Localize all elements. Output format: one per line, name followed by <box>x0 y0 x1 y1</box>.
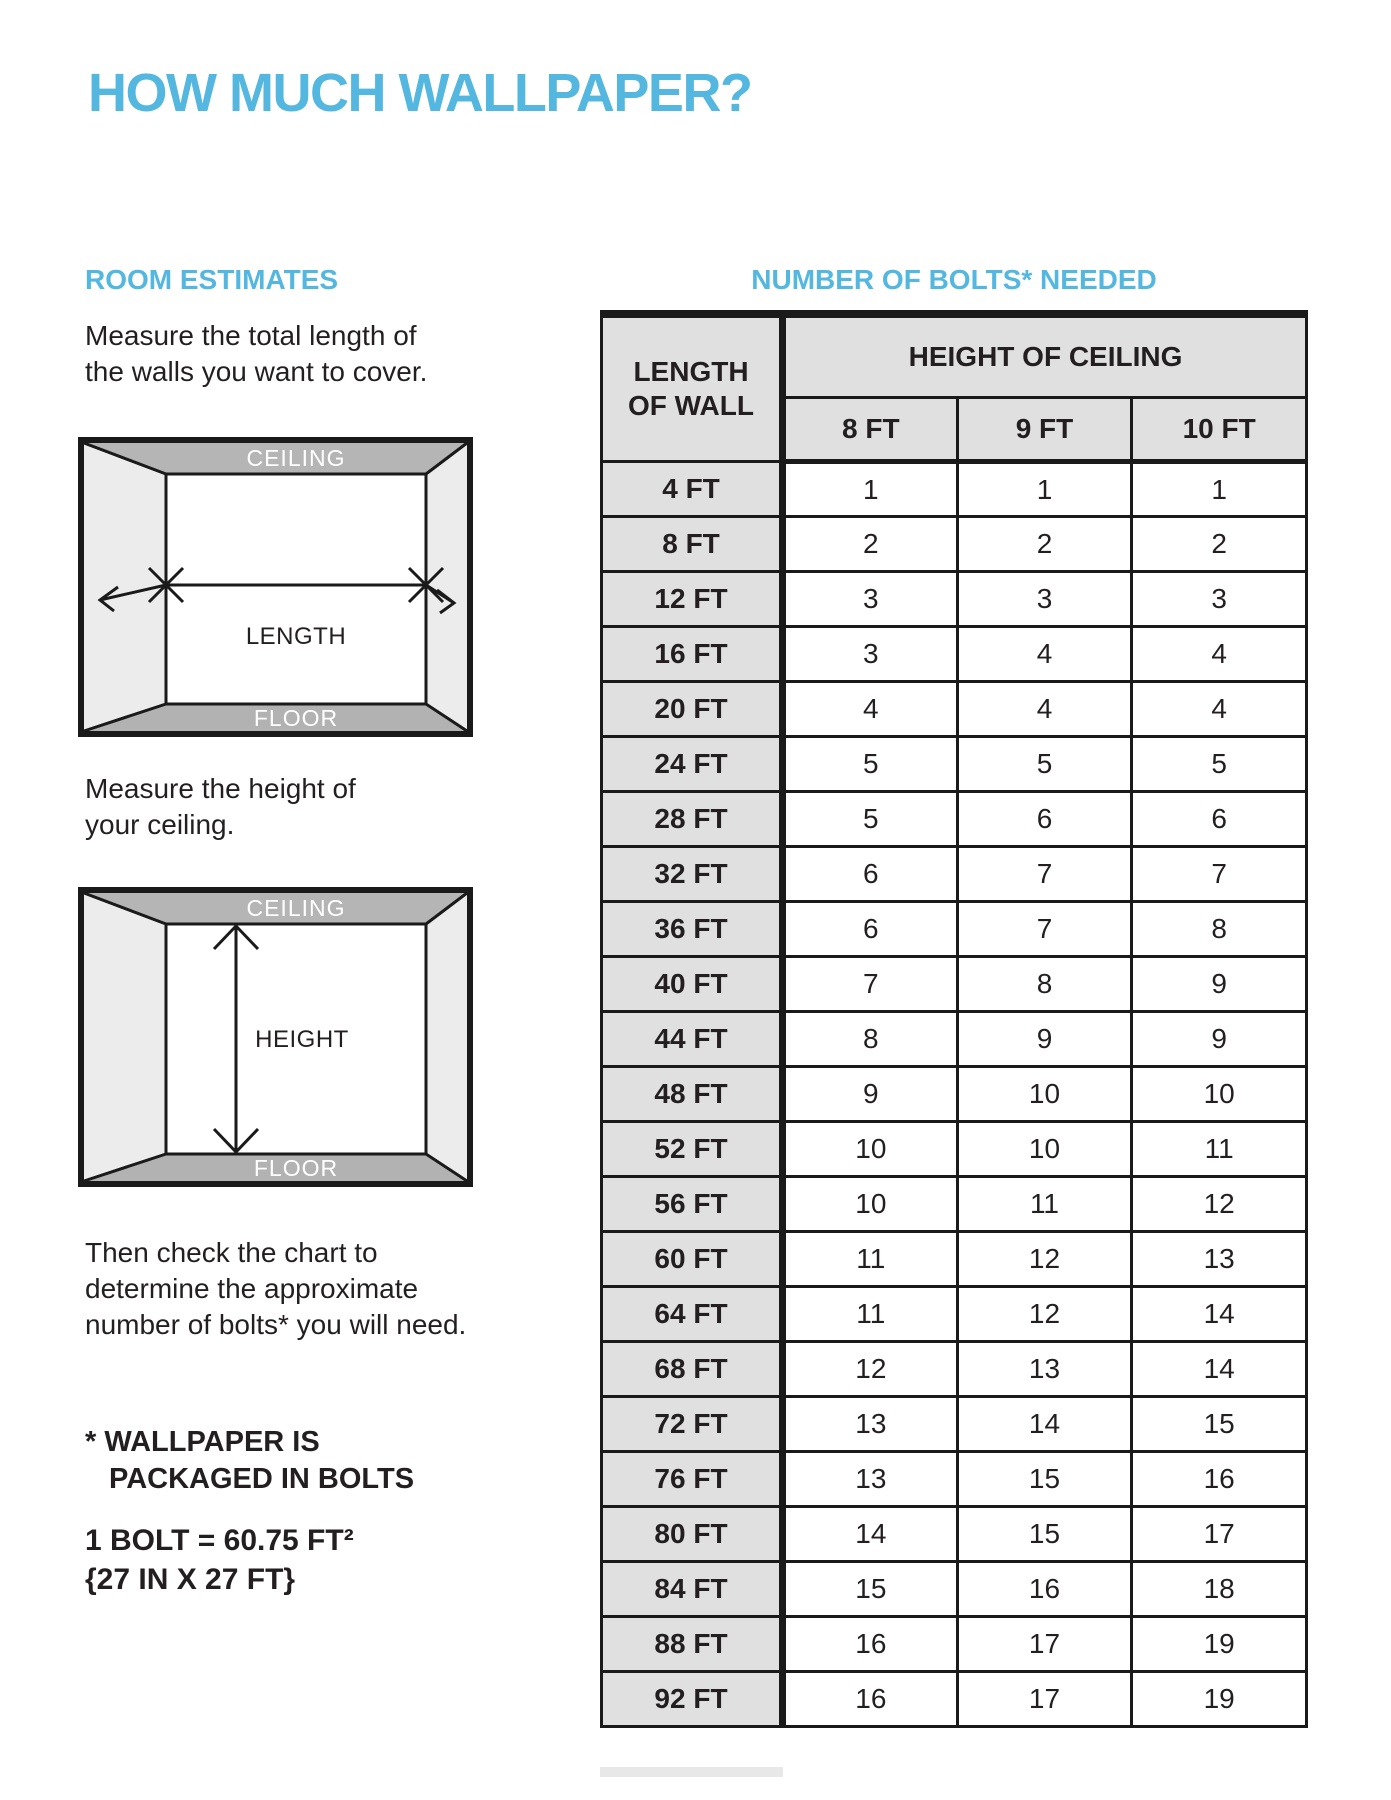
wallpaper-bolts-footnote <box>85 1424 414 1498</box>
bolt-count-cell: 4 <box>1132 682 1307 737</box>
bolt-count-cell: 11 <box>783 1287 958 1342</box>
bolt-size-line: {27 IN X 27 FT} <box>85 1563 296 1596</box>
bolts-table-body <box>602 462 1307 1727</box>
bolt-count-cell: 14 <box>957 1397 1132 1452</box>
column-header-8ft: 8 FT <box>783 398 958 462</box>
ceiling-label: CEILING <box>246 895 346 921</box>
instruction-line: Measure the height of <box>85 773 356 804</box>
wall-length-cell: 4 FT <box>602 462 783 517</box>
height-of-ceiling-header: HEIGHT OF CEILING <box>783 314 1307 398</box>
wall-length-cell: 40 FT <box>602 957 783 1012</box>
table-row <box>602 1287 1307 1342</box>
wall-length-cell: 32 FT <box>602 847 783 902</box>
wall-length-cell: 8 FT <box>602 517 783 572</box>
table-row <box>602 627 1307 682</box>
table-row <box>602 1562 1307 1617</box>
wall-length-cell: 64 FT <box>602 1287 783 1342</box>
bolt-count-cell: 17 <box>957 1617 1132 1672</box>
table-row <box>602 1012 1307 1067</box>
length-of-wall-header <box>602 314 783 462</box>
wall-length-cell: 52 FT <box>602 1122 783 1177</box>
bolt-count-cell: 12 <box>783 1342 958 1397</box>
bolt-count-cell: 4 <box>783 682 958 737</box>
wall-length-cell: 72 FT <box>602 1397 783 1452</box>
bolt-count-cell: 10 <box>957 1122 1132 1177</box>
table-row <box>602 737 1307 792</box>
bolt-count-cell: 16 <box>783 1672 958 1727</box>
bolt-count-cell: 12 <box>957 1287 1132 1342</box>
bolt-count-cell: 13 <box>957 1342 1132 1397</box>
instruction-check-chart <box>85 1235 466 1343</box>
table-row <box>602 1672 1307 1727</box>
table-row <box>602 462 1307 517</box>
bolt-count-cell: 13 <box>783 1452 958 1507</box>
bolt-count-cell: 3 <box>957 572 1132 627</box>
room-length-diagram <box>78 437 473 737</box>
back-wall <box>166 474 426 704</box>
bolt-count-cell: 15 <box>957 1452 1132 1507</box>
length-of-wall-line: LENGTH <box>633 356 749 387</box>
table-row <box>602 902 1307 957</box>
table-row <box>602 1507 1307 1562</box>
table-row <box>602 1342 1307 1397</box>
bolt-count-cell: 5 <box>1132 737 1307 792</box>
bolt-count-cell: 9 <box>957 1012 1132 1067</box>
bolt-size-info <box>85 1521 354 1599</box>
footnote-line: PACKAGED IN BOLTS <box>109 1463 415 1495</box>
wall-length-cell: 80 FT <box>602 1507 783 1562</box>
ceiling-label: CEILING <box>246 445 346 471</box>
wall-length-cell: 36 FT <box>602 902 783 957</box>
bolt-count-cell: 9 <box>783 1067 958 1122</box>
bolt-count-cell: 11 <box>783 1232 958 1287</box>
bolt-count-cell: 4 <box>957 682 1132 737</box>
bolts-needed-table <box>600 310 1308 1728</box>
bolt-count-cell: 4 <box>957 627 1132 682</box>
column-header-9ft: 9 FT <box>957 398 1132 462</box>
instruction-line: Measure the total length of <box>85 320 417 351</box>
table-row <box>602 1617 1307 1672</box>
bolt-count-cell: 1 <box>1132 462 1307 517</box>
floor-label: FLOOR <box>253 705 339 731</box>
bolt-count-cell: 14 <box>783 1507 958 1562</box>
bolt-count-cell: 19 <box>1132 1672 1307 1727</box>
instruction-measure-length <box>85 318 427 390</box>
wall-length-cell: 92 FT <box>602 1672 783 1727</box>
right-wall-face <box>426 893 467 1181</box>
wall-length-cell: 88 FT <box>602 1617 783 1672</box>
footnote-line: * WALLPAPER IS <box>85 1426 320 1458</box>
table-row <box>602 1452 1307 1507</box>
number-of-bolts-heading: NUMBER OF BOLTS* NEEDED <box>751 264 1157 295</box>
bolt-count-cell: 16 <box>783 1617 958 1672</box>
bolt-count-cell: 13 <box>783 1397 958 1452</box>
bolt-count-cell: 6 <box>957 792 1132 847</box>
bolt-count-cell: 9 <box>1132 957 1307 1012</box>
bolt-size-line: 1 BOLT = 60.75 FT² <box>85 1524 354 1557</box>
bolt-count-cell: 4 <box>1132 627 1307 682</box>
bolt-count-cell: 7 <box>957 902 1132 957</box>
bolt-count-cell: 14 <box>1132 1287 1307 1342</box>
table-row <box>602 1122 1307 1177</box>
bolt-count-cell: 6 <box>783 847 958 902</box>
wall-length-cell: 76 FT <box>602 1452 783 1507</box>
bolt-count-cell: 7 <box>783 957 958 1012</box>
wall-length-cell: 24 FT <box>602 737 783 792</box>
wall-length-cell: 16 FT <box>602 627 783 682</box>
table-row <box>602 1177 1307 1232</box>
instruction-line: the walls you want to cover. <box>85 356 428 387</box>
height-label: HEIGHT <box>255 1026 349 1053</box>
length-of-wall-line: OF WALL <box>628 390 754 421</box>
bolt-count-cell: 10 <box>783 1177 958 1232</box>
table-row <box>602 792 1307 847</box>
bolt-count-cell: 14 <box>1132 1342 1307 1397</box>
bolt-count-cell: 12 <box>1132 1177 1307 1232</box>
bolt-count-cell: 6 <box>783 902 958 957</box>
wall-length-cell: 68 FT <box>602 1342 783 1397</box>
floor-label: FLOOR <box>253 1155 339 1181</box>
bolt-count-cell: 13 <box>1132 1232 1307 1287</box>
table-row <box>602 847 1307 902</box>
length-label: LENGTH <box>245 623 347 650</box>
table-row <box>602 1232 1307 1287</box>
table-row <box>602 517 1307 572</box>
wall-length-cell: 20 FT <box>602 682 783 737</box>
table-row <box>602 572 1307 627</box>
table-bottom-stub <box>600 1767 783 1777</box>
bolt-count-cell: 10 <box>1132 1067 1307 1122</box>
room-height-diagram <box>78 887 473 1187</box>
bolt-count-cell: 11 <box>957 1177 1132 1232</box>
bolt-count-cell: 1 <box>957 462 1132 517</box>
column-header-10ft: 10 FT <box>1132 398 1307 462</box>
wall-length-cell: 84 FT <box>602 1562 783 1617</box>
bolt-count-cell: 5 <box>783 792 958 847</box>
bolt-count-cell: 16 <box>957 1562 1132 1617</box>
bolt-count-cell: 7 <box>1132 847 1307 902</box>
bolt-count-cell: 1 <box>783 462 958 517</box>
bolt-count-cell: 6 <box>1132 792 1307 847</box>
wall-length-cell: 48 FT <box>602 1067 783 1122</box>
bolt-count-cell: 10 <box>957 1067 1132 1122</box>
bolt-count-cell: 2 <box>783 517 958 572</box>
bolt-count-cell: 8 <box>783 1012 958 1067</box>
page-title: HOW MUCH WALLPAPER? <box>88 63 752 123</box>
bolt-count-cell: 17 <box>1132 1507 1307 1562</box>
instruction-measure-height <box>85 771 356 843</box>
wall-length-cell: 56 FT <box>602 1177 783 1232</box>
table-header <box>602 314 1307 462</box>
bolt-count-cell: 15 <box>783 1562 958 1617</box>
wall-length-cell: 60 FT <box>602 1232 783 1287</box>
wall-length-cell: 44 FT <box>602 1012 783 1067</box>
bolt-count-cell: 12 <box>957 1232 1132 1287</box>
right-wall-face <box>426 443 467 731</box>
bolt-count-cell: 2 <box>957 517 1132 572</box>
bolt-count-cell: 11 <box>1132 1122 1307 1177</box>
bolt-count-cell: 8 <box>1132 902 1307 957</box>
bolt-count-cell: 3 <box>1132 572 1307 627</box>
bolt-count-cell: 17 <box>957 1672 1132 1727</box>
wall-length-cell: 12 FT <box>602 572 783 627</box>
bolt-count-cell: 18 <box>1132 1562 1307 1617</box>
table-row <box>602 682 1307 737</box>
table-row <box>602 1067 1307 1122</box>
wall-length-cell: 28 FT <box>602 792 783 847</box>
bolt-count-cell: 7 <box>957 847 1132 902</box>
bolt-count-cell: 3 <box>783 572 958 627</box>
room-estimates-heading: ROOM ESTIMATES <box>85 264 339 295</box>
instruction-line: number of bolts* you will need. <box>85 1309 467 1340</box>
instruction-line: your ceiling. <box>85 809 235 840</box>
bolt-count-cell: 8 <box>957 957 1132 1012</box>
table-row <box>602 957 1307 1012</box>
bolt-count-cell: 9 <box>1132 1012 1307 1067</box>
bolt-count-cell: 2 <box>1132 517 1307 572</box>
bolt-count-cell: 16 <box>1132 1452 1307 1507</box>
instruction-line: determine the approximate <box>85 1273 419 1304</box>
bolt-count-cell: 3 <box>783 627 958 682</box>
table-row <box>602 1397 1307 1452</box>
bolt-count-cell: 19 <box>1132 1617 1307 1672</box>
bolt-count-cell: 5 <box>957 737 1132 792</box>
left-wall-face <box>84 893 166 1181</box>
bolt-count-cell: 5 <box>783 737 958 792</box>
bolt-count-cell: 10 <box>783 1122 958 1177</box>
instruction-line: Then check the chart to <box>85 1237 378 1268</box>
bolt-count-cell: 15 <box>957 1507 1132 1562</box>
bolt-count-cell: 15 <box>1132 1397 1307 1452</box>
